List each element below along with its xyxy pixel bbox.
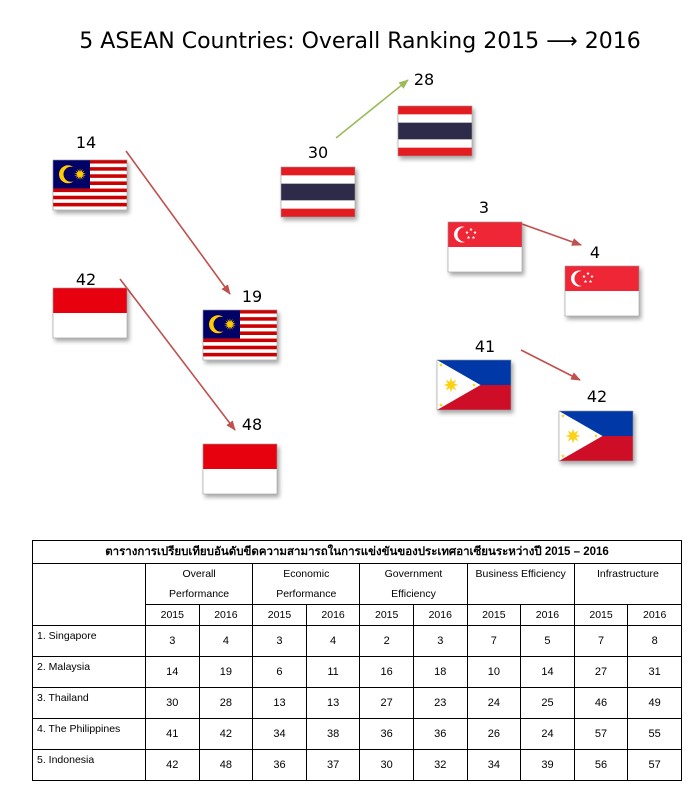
table-year-header: 2015	[574, 605, 628, 626]
table-caption: ตารางการเปรียบเทียบอันดับขีดความสามารถในการแข่งขันของประเทศอาเซียนระหว่างปี 2015 – 2016	[33, 541, 682, 564]
table-value-cell: 48	[199, 750, 253, 781]
table-year-header: 2016	[413, 605, 467, 626]
philippines-arrow	[521, 350, 580, 380]
ranking-table-container	[32, 540, 682, 781]
table-value-cell: 36	[413, 719, 467, 750]
table-value-cell: 7	[467, 626, 521, 657]
table-value-cell: 4	[199, 626, 253, 657]
group-header-line1: Overall	[182, 568, 216, 580]
table-value-cell: 13	[253, 688, 307, 719]
table-value-cell: 6	[253, 657, 307, 688]
table-value-cell: 14	[146, 657, 200, 688]
chart-title: 5 ASEAN Countries: Overall Ranking 2015 ⟶ 2016	[79, 29, 641, 54]
table-year-header: 2015	[360, 605, 414, 626]
table-value-cell: 4	[306, 626, 360, 657]
table-value-cell: 3	[146, 626, 200, 657]
table-value-cell: 38	[306, 719, 360, 750]
table-value-cell: 49	[628, 688, 682, 719]
philippines-rank-2015: 41	[474, 337, 496, 356]
table-value-cell: 26	[467, 719, 521, 750]
singapore-flag-2015	[448, 222, 522, 272]
table-value-cell: 11	[306, 657, 360, 688]
table-country-cell: 5. Indonesia	[33, 750, 146, 781]
table-value-cell: 36	[360, 719, 414, 750]
malaysia-flag-2016	[203, 310, 277, 360]
table-year-header: 2015	[146, 605, 200, 626]
table-country-cell: 3. Thailand	[33, 688, 146, 719]
group-header-line1: Government	[384, 568, 443, 580]
table-value-cell: 57	[574, 719, 628, 750]
table-value-cell: 34	[467, 750, 521, 781]
table-value-cell: 8	[628, 626, 682, 657]
table-value-cell: 25	[521, 688, 575, 719]
table-value-cell: 7	[574, 626, 628, 657]
thailand-arrow	[336, 80, 408, 138]
indonesia-flag-2016	[203, 444, 277, 494]
table-row	[33, 719, 682, 750]
table-year-header: 2016	[521, 605, 575, 626]
table-year-header: 2016	[628, 605, 682, 626]
singapore-rank-2015: 3	[478, 198, 490, 217]
group-header-line2: Performance	[276, 588, 337, 600]
table-value-cell: 37	[306, 750, 360, 781]
table-value-cell: 3	[253, 626, 307, 657]
table-value-cell: 24	[467, 688, 521, 719]
table-group-header	[253, 564, 360, 605]
table-group-header	[146, 564, 253, 605]
table-year-header: 2015	[253, 605, 307, 626]
table-value-cell: 24	[521, 719, 575, 750]
table-value-cell: 42	[199, 719, 253, 750]
table-corner-cell	[33, 564, 146, 626]
group-header-line1: Economic	[283, 568, 330, 580]
singapore-rank-2016: 4	[589, 243, 601, 262]
table-country-cell: 1. Singapore	[33, 626, 146, 657]
group-header-line1: Infrastructure	[596, 568, 659, 580]
table-group-header	[467, 564, 574, 605]
table-caption-row	[33, 541, 682, 564]
malaysia-rank-2015: 14	[75, 133, 97, 152]
thailand-flag-2016	[398, 106, 472, 156]
table-value-cell: 14	[521, 657, 575, 688]
table-value-cell: 56	[574, 750, 628, 781]
singapore-arrow	[522, 224, 581, 245]
indonesia-rank-2016: 48	[241, 415, 263, 434]
table-row	[33, 626, 682, 657]
table-value-cell: 2	[360, 626, 414, 657]
table-row	[33, 657, 682, 688]
table-value-cell: 32	[413, 750, 467, 781]
table-value-cell: 27	[574, 657, 628, 688]
table-group-header	[360, 564, 467, 605]
table-group-header-row	[33, 564, 682, 605]
table-country-cell: 2. Malaysia	[33, 657, 146, 688]
table-country-cell: 4. The Philippines	[33, 719, 146, 750]
table-value-cell: 5	[521, 626, 575, 657]
table-row	[33, 750, 682, 781]
malaysia-arrow	[126, 151, 230, 294]
table-value-cell: 36	[253, 750, 307, 781]
table-value-cell: 16	[360, 657, 414, 688]
group-header-line2: Efficiency	[391, 588, 436, 600]
table-value-cell: 18	[413, 657, 467, 688]
philippines-rank-2016: 42	[586, 387, 608, 406]
table-value-cell: 41	[146, 719, 200, 750]
malaysia-flag-2015	[53, 160, 127, 210]
indonesia-flag-2015	[53, 288, 127, 338]
table-group-header	[574, 564, 681, 605]
ranking-table	[32, 540, 682, 781]
table-year-header: 2015	[467, 605, 521, 626]
thailand-rank-2016: 28	[413, 70, 435, 89]
table-value-cell: 27	[360, 688, 414, 719]
table-body	[33, 626, 682, 781]
malaysia-rank-2016: 19	[241, 287, 263, 306]
thailand-flag-2015	[281, 167, 355, 217]
table-year-header: 2016	[199, 605, 253, 626]
table-value-cell: 10	[467, 657, 521, 688]
singapore-flag-2016	[565, 266, 639, 316]
table-value-cell: 39	[521, 750, 575, 781]
philippines-flag-2015	[437, 360, 511, 410]
group-header-line1: Business Efficiency	[475, 568, 566, 580]
philippines-flag-2016	[559, 411, 633, 461]
table-value-cell: 46	[574, 688, 628, 719]
thailand-rank-2015: 30	[307, 143, 329, 162]
table-value-cell: 31	[628, 657, 682, 688]
table-value-cell: 30	[360, 750, 414, 781]
table-value-cell: 28	[199, 688, 253, 719]
table-value-cell: 13	[306, 688, 360, 719]
table-value-cell: 19	[199, 657, 253, 688]
table-value-cell: 34	[253, 719, 307, 750]
table-value-cell: 57	[628, 750, 682, 781]
table-value-cell: 42	[146, 750, 200, 781]
table-year-header: 2016	[306, 605, 360, 626]
table-value-cell: 3	[413, 626, 467, 657]
table-value-cell: 55	[628, 719, 682, 750]
table-value-cell: 23	[413, 688, 467, 719]
group-header-line2: Performance	[169, 588, 230, 600]
table-row	[33, 688, 682, 719]
chart-marks	[53, 70, 639, 494]
table-value-cell: 30	[146, 688, 200, 719]
indonesia-rank-2015: 42	[75, 270, 97, 289]
